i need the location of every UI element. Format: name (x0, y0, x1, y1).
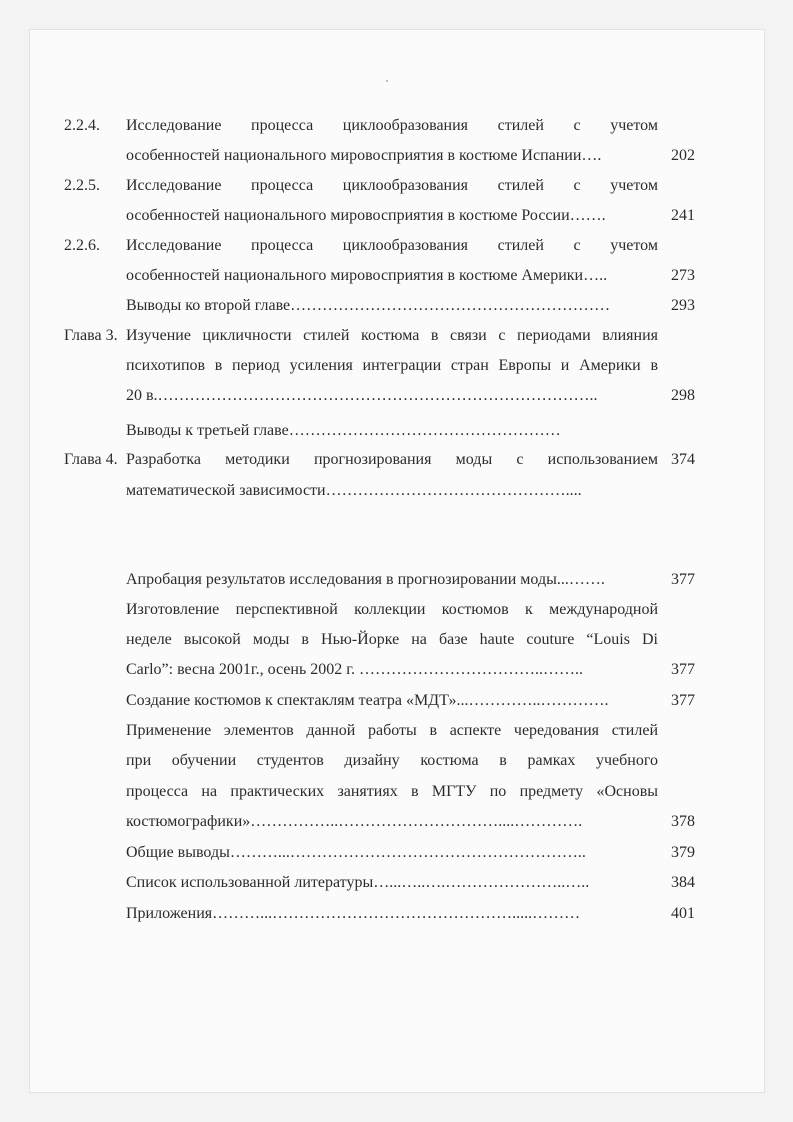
toc-entry-text: Создание костюмов к спектаклям театра «МДТ»...…………..…………. (126, 692, 609, 709)
toc-number: 2.2.5. (64, 177, 100, 194)
toc-entry-text: Исследование процесса циклообразования стилей с учетом (126, 117, 658, 134)
toc-number: 2.2.6. (64, 237, 100, 254)
toc-page-number: 401 (671, 905, 695, 922)
toc-entry-text: при обучении студентов дизайну костюма в рамках учебного (126, 752, 658, 769)
toc-entry-text: Carlo”: весна 2001г., осень 2002 г. ……………………………..…….. (126, 661, 583, 678)
toc-page-number: 377 (671, 692, 695, 709)
toc-entry-text: математической зависимости……………………………………….... (126, 482, 582, 499)
toc-entry-text: Список использованной литературы…...…..….…………………..….. (126, 874, 590, 891)
toc-entry-text: Апробация результатов исследования в прогнозировании моды...……. (126, 571, 605, 588)
toc-entry-text: Разработка методики прогнозирования моды с использованием (126, 451, 658, 468)
toc-entry-text: особенностей национального мировосприятия в костюме Америки….. (126, 267, 608, 284)
toc-number: 2.2.4. (64, 117, 100, 134)
toc-page-number: 377 (671, 661, 695, 678)
toc-entry-text: особенностей национального мировосприятия в костюме России……. (126, 207, 606, 224)
toc-number: Глава 4. (64, 451, 118, 468)
toc-entry-text: Выводы ко второй главе…………………………………………………… (126, 297, 611, 314)
toc-entry-text: Исследование процесса циклообразования стилей с учетом (126, 237, 658, 254)
toc-entry-text: особенностей национального мировосприятия в костюме Испании…. (126, 147, 602, 164)
toc-entry-text: Приложения………...……………………………………….....……… (126, 905, 581, 922)
toc-page-number: 273 (671, 267, 695, 284)
toc-entry-text: Исследование процесса циклообразования стилей с учетом (126, 177, 658, 194)
toc-entry-text: Выводы к третьей главе…………………………………………… (126, 422, 561, 439)
toc-page-number: 378 (671, 813, 695, 830)
toc-page-number: 202 (671, 147, 695, 164)
toc-entry-text: костюмографики»……………..…………………………....…………. (126, 813, 583, 830)
toc-entry-text: процесса на практических занятиях в МГТУ по предмету «Основы (126, 783, 658, 800)
toc-page-number: 293 (671, 297, 695, 314)
toc-page-number: 374 (671, 451, 695, 468)
toc-entry-text: Общие выводы………...……………………………………………….. (126, 844, 586, 861)
toc-entry-text: 20 в.……………………………………………………………………….. (126, 387, 598, 404)
toc-entry-text: неделе высокой моды в Нью-Йорке на базе haute couture “Louis Di (126, 631, 658, 648)
toc-page-number: 377 (671, 571, 695, 588)
toc-page-number: 379 (671, 844, 695, 861)
toc-page-number: 384 (671, 874, 695, 891)
toc-number: Глава 3. (64, 327, 118, 344)
toc-entry-text: Применение элементов данной работы в аспекте чередования стилей (126, 722, 658, 739)
toc-entry-text: Изучение цикличности стилей костюма в связи с периодами влияния (126, 327, 658, 344)
toc-page-number: 241 (671, 207, 695, 224)
toc-entry-text: психотипов в период усиления интеграции стран Европы и Америки в (126, 357, 658, 374)
toc-entry-text: Изготовление перспективной коллекции костюмов к международной (126, 601, 658, 618)
toc-page-number: 298 (671, 387, 695, 404)
